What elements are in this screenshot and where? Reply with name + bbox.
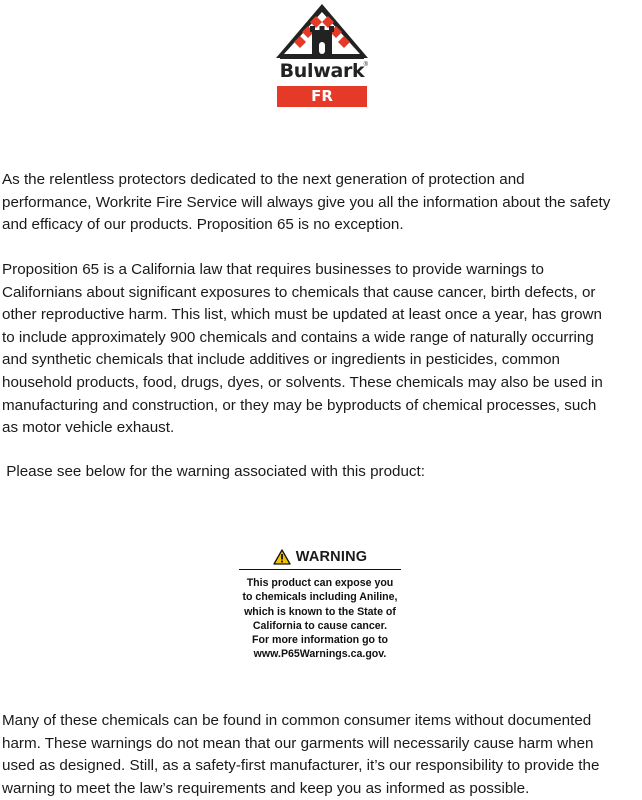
warning-line: to chemicals including Aniline, <box>242 591 398 604</box>
text-line: as motor vehicle exhaust. <box>2 419 175 437</box>
warning-heading <box>239 549 401 570</box>
warning-heading-text: WARNING <box>295 549 368 565</box>
text-line: warning to meet the law’s requirements and keep you as informed as possible. <box>2 779 530 797</box>
text-line: household products, food, drugs, dyes, or solvents. These chemicals may also be used in <box>2 373 603 391</box>
bulwark-fr-logo <box>274 2 370 106</box>
intro-paragraph <box>2 169 642 237</box>
warning-line: This product can expose you <box>246 577 394 589</box>
closing-paragraph <box>2 710 642 800</box>
text-line: manufacturing and construction, or they may be byproducts of chemical processes, such <box>2 396 597 414</box>
see-below-paragraph: Please see below for the warning associated with this product: <box>2 463 425 480</box>
text-line: Many of these chemicals can be found in common consumer items without documented <box>2 712 592 729</box>
law-paragraph <box>2 259 642 440</box>
text-line: and synthetic chemicals that include additives or ingredients in pesticides, common <box>2 351 561 369</box>
text-line: to include approximately 900 chemicals and contains a wide range of naturally occurring <box>2 328 594 346</box>
warning-url: www.P65Warnings.ca.gov. <box>253 648 387 661</box>
text-line: Proposition 65 is a California law that requires businesses to provide warnings to <box>2 261 544 278</box>
warning-line: which is known to the State of <box>244 605 396 618</box>
text-line: and efficacy of our products. Proposition 65 is no exception. <box>2 216 404 234</box>
text-line: As the relentless protectors dedicated to the next generation of protection and <box>2 171 525 188</box>
castle-shield-icon <box>274 2 370 64</box>
warning-line: For more information go to <box>252 634 388 647</box>
text-line: Californians about significant exposures to chemicals that cause cancer, birth defects, or <box>2 283 596 301</box>
text-line: performance, Workrite Fire Service will always give you all the information about the safety <box>2 193 611 211</box>
text-line: used as designed. Still, as a safety-first manufacturer, it’s our responsibility to provide the <box>2 757 600 775</box>
warning-triangle-icon <box>273 549 291 565</box>
logo-registered-mark: ® <box>363 62 368 68</box>
prop65-warning-label <box>235 549 405 662</box>
logo-brand-name: Bulwark <box>279 60 365 82</box>
warning-body <box>235 576 405 662</box>
warning-line: California to cause cancer. <box>252 619 388 632</box>
logo-fr-badge: FR <box>277 86 367 107</box>
text-line: harm. These warnings do not mean that our garments will necessarily cause harm when <box>2 734 594 752</box>
text-line: other reproductive harm. This list, which must be updated at least once a year, has grown <box>2 306 602 324</box>
